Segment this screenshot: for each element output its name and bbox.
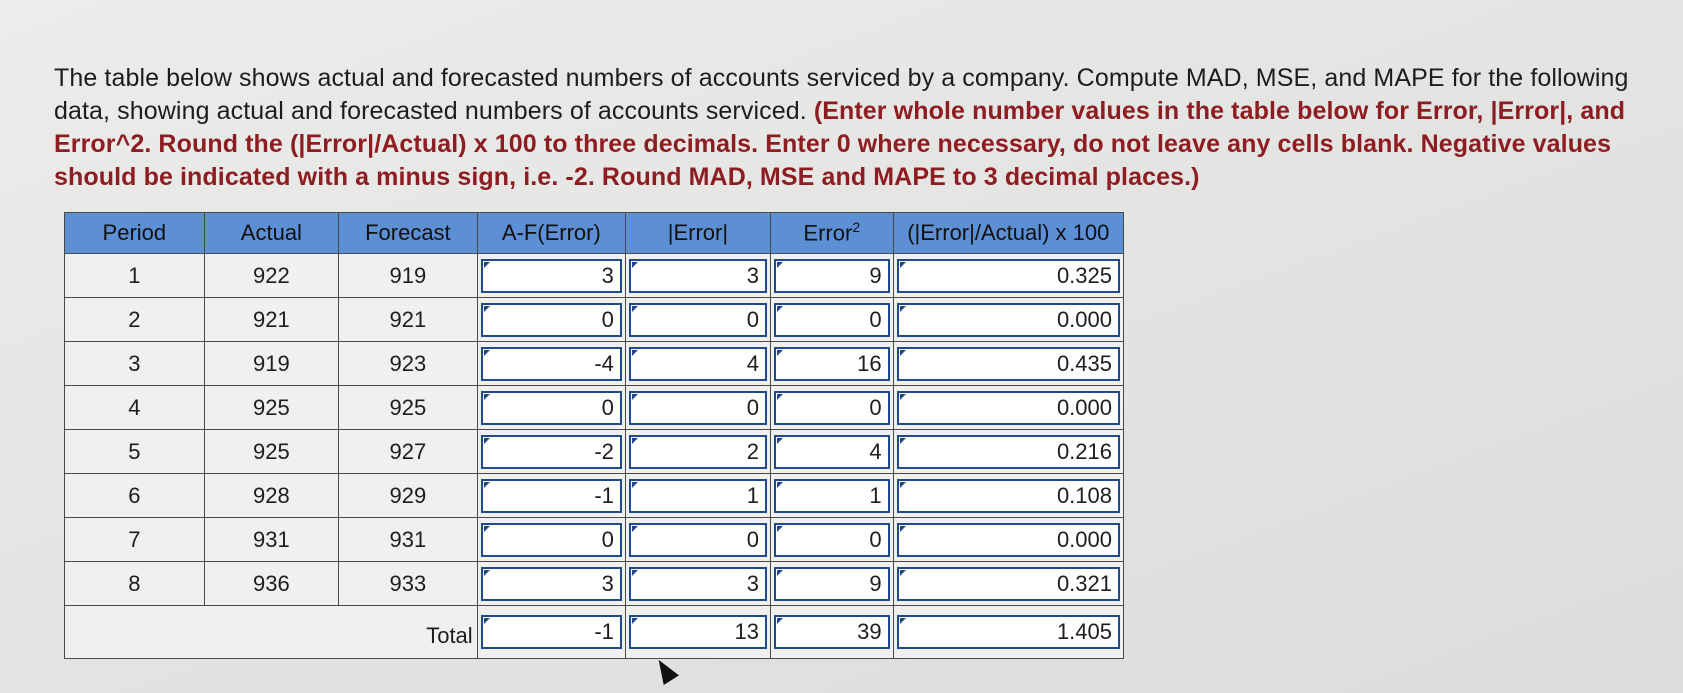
header-error-squared-exponent: 2 — [852, 219, 861, 236]
forecast-cell: 919 — [339, 254, 478, 298]
actual-cell: 922 — [204, 254, 338, 298]
error-squared-input[interactable]: 9 — [774, 567, 890, 601]
table-row — [65, 386, 1124, 430]
total-abs-error-input[interactable]: 13 — [629, 615, 767, 649]
abs-error-input[interactable]: 1 — [629, 479, 767, 513]
error-squared-input[interactable]: 16 — [774, 347, 890, 381]
table-row — [65, 518, 1124, 562]
abs-error-input[interactable]: 0 — [629, 391, 767, 425]
percent-error-input[interactable]: 0.000 — [897, 523, 1120, 557]
percent-error-input[interactable]: 0.108 — [897, 479, 1120, 513]
error-squared-input[interactable]: 1 — [774, 479, 890, 513]
period-cell: 5 — [65, 430, 205, 474]
percent-error-input[interactable]: 0.321 — [897, 567, 1120, 601]
period-cell: 8 — [65, 562, 205, 606]
period-cell: 3 — [65, 342, 205, 386]
error-input[interactable]: 0 — [481, 303, 622, 337]
forecast-error-table — [64, 212, 1124, 659]
abs-error-input[interactable]: 2 — [629, 435, 767, 469]
actual-cell: 936 — [204, 562, 338, 606]
error-squared-input[interactable]: 0 — [774, 391, 890, 425]
abs-error-input[interactable]: 0 — [629, 523, 767, 557]
abs-error-input[interactable]: 3 — [629, 259, 767, 293]
forecast-cell: 933 — [339, 562, 478, 606]
error-squared-input[interactable]: 4 — [774, 435, 890, 469]
actual-cell: 931 — [204, 518, 338, 562]
header-abs-error: |Error| — [625, 213, 770, 254]
actual-cell: 928 — [204, 474, 338, 518]
actual-cell: 919 — [204, 342, 338, 386]
actual-cell: 925 — [204, 430, 338, 474]
forecast-cell: 921 — [339, 298, 478, 342]
abs-error-input[interactable]: 4 — [629, 347, 767, 381]
error-input[interactable]: -4 — [481, 347, 622, 381]
question-text — [54, 62, 1654, 194]
period-cell: 7 — [65, 518, 205, 562]
total-error-input[interactable]: -1 — [481, 615, 622, 649]
period-cell: 6 — [65, 474, 205, 518]
error-input[interactable]: 3 — [481, 259, 622, 293]
header-period: Period — [65, 213, 205, 254]
forecast-cell: 925 — [339, 386, 478, 430]
abs-error-input[interactable]: 3 — [629, 567, 767, 601]
actual-cell: 921 — [204, 298, 338, 342]
question-intro: The table below shows actual and forecasted numbers of accounts serviced by a company. Compute MAD, MSE, and MAPE for the following data, showing actual and forecasted numbers of accounts serviced. — [54, 64, 1629, 125]
total-error-squared-input[interactable]: 39 — [774, 615, 890, 649]
total-row — [65, 606, 1124, 659]
forecast-cell: 929 — [339, 474, 478, 518]
percent-error-input[interactable]: 0.435 — [897, 347, 1120, 381]
forecast-cell: 927 — [339, 430, 478, 474]
period-cell: 2 — [65, 298, 205, 342]
header-error: A-F(Error) — [477, 213, 625, 254]
error-input[interactable]: 0 — [481, 391, 622, 425]
total-label: Total — [65, 606, 478, 659]
abs-error-input[interactable]: 0 — [629, 303, 767, 337]
table-row — [65, 474, 1124, 518]
error-input[interactable]: -1 — [481, 479, 622, 513]
table-row — [65, 298, 1124, 342]
table-body — [65, 254, 1124, 659]
period-cell: 1 — [65, 254, 205, 298]
error-input[interactable]: -2 — [481, 435, 622, 469]
total-percent-error-input[interactable]: 1.405 — [897, 615, 1120, 649]
period-cell: 4 — [65, 386, 205, 430]
table-row — [65, 254, 1124, 298]
percent-error-input[interactable]: 0.216 — [897, 435, 1120, 469]
forecast-cell: 923 — [339, 342, 478, 386]
error-squared-input[interactable]: 9 — [774, 259, 890, 293]
header-actual: Actual — [204, 213, 338, 254]
error-squared-input[interactable]: 0 — [774, 523, 890, 557]
mouse-pointer-icon — [651, 655, 679, 685]
header-error-squared-base: Error — [803, 220, 853, 246]
table-row — [65, 342, 1124, 386]
question-instructions: (Enter whole number values in the table below for Error, |Error|, and Error^2. Round the (|Error|/Actual) x 100 to three decimals. Enter 0 where necessary, do not leave any cells blank. Negative values should be indicated with a minus sign, i.e. -2. Round MAD, MSE and MAPE to 3 decimal places.) — [54, 97, 1626, 191]
table-header-row — [65, 213, 1124, 254]
percent-error-input[interactable]: 0.000 — [897, 391, 1120, 425]
table-row — [65, 562, 1124, 606]
error-input[interactable]: 3 — [481, 567, 622, 601]
actual-cell: 925 — [204, 386, 338, 430]
percent-error-input[interactable]: 0.325 — [897, 259, 1120, 293]
table-row — [65, 430, 1124, 474]
error-input[interactable]: 0 — [481, 523, 622, 557]
header-percent-error: (|Error|/Actual) x 100 — [893, 213, 1123, 254]
header-error-squared — [770, 213, 893, 254]
error-squared-input[interactable]: 0 — [774, 303, 890, 337]
percent-error-input[interactable]: 0.000 — [897, 303, 1120, 337]
forecast-cell: 931 — [339, 518, 478, 562]
header-forecast: Forecast — [339, 213, 478, 254]
